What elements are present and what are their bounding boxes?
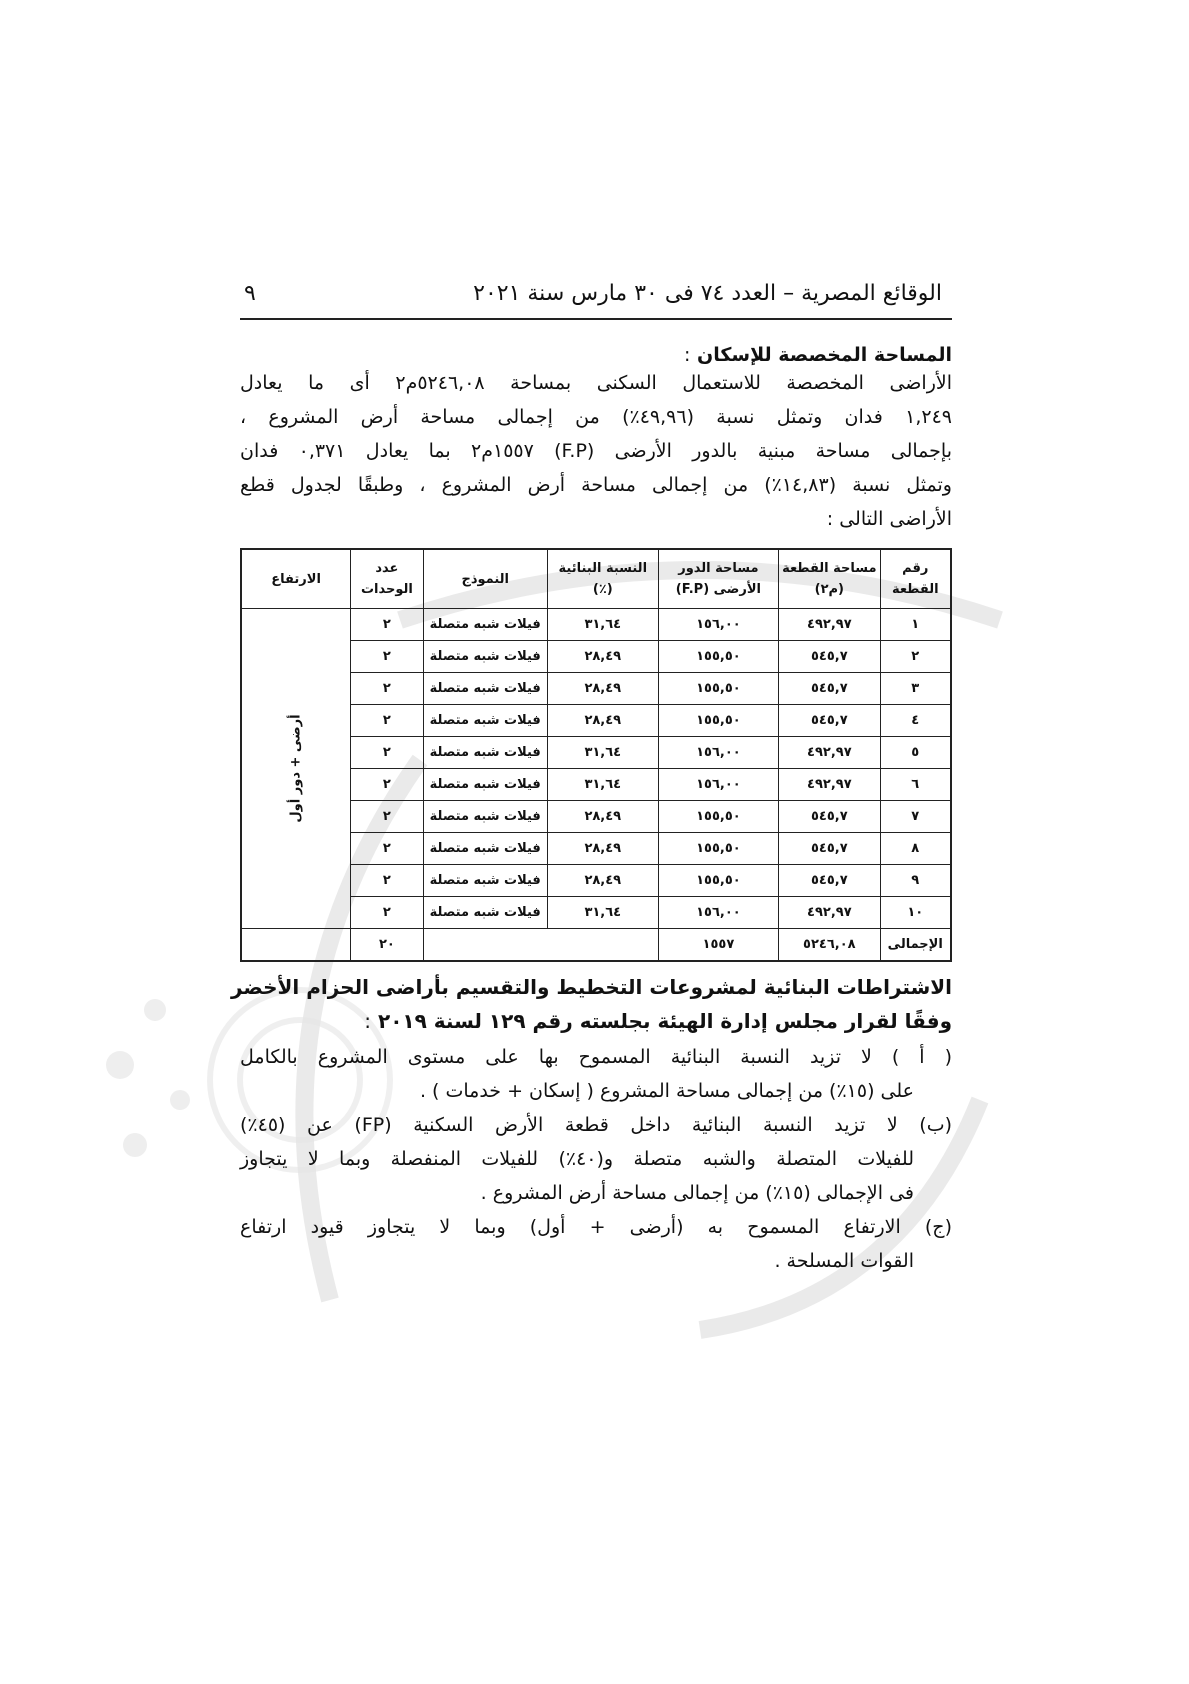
housing-paragraph	[240, 366, 952, 536]
fp-area-cell: ١٥٥,٥٠	[658, 673, 779, 705]
plot-area-cell: ٤٩٢,٩٧	[779, 769, 880, 801]
housing-heading	[240, 344, 952, 366]
model-cell: فيلات شبه متصلة	[423, 897, 547, 929]
condition-item-c	[240, 1210, 952, 1278]
document-page	[230, 268, 952, 1278]
condition-line: فى الإجمالى (١٥٪) من إجمالى مساحة أرض المشروع .	[480, 1182, 914, 1204]
model-cell: فيلات شبه متصلة	[423, 705, 547, 737]
plot-area-cell: ٥٤٥,٧	[779, 865, 880, 897]
plot-area-cell: ٥٤٥,٧	[779, 673, 880, 705]
building-ratio-cell: ٢٨,٤٩	[547, 865, 658, 897]
col-height: الارتفاع	[241, 549, 351, 609]
fp-area-cell: ١٥٥,٥٠	[658, 705, 779, 737]
condition-line: على (١٥٪) من إجمالى مساحة المشروع ( إسكان + خدمات ) .	[419, 1080, 914, 1102]
plot-no-cell: ٧	[880, 801, 951, 833]
plot-no-cell: ٦	[880, 769, 951, 801]
model-cell: فيلات شبه متصلة	[423, 769, 547, 801]
col-model: النموذج	[423, 549, 547, 609]
conditions-heading-colon: :	[364, 1009, 372, 1033]
fp-area-cell: ١٥٥,٥٠	[658, 865, 779, 897]
col-units: عدد الوحدات	[351, 549, 423, 609]
housing-heading-colon: :	[683, 344, 691, 366]
condition-item-a	[240, 1040, 952, 1108]
plot-no-cell: ٨	[880, 833, 951, 865]
plot-area-cell: ٤٩٢,٩٧	[779, 609, 880, 641]
units-cell: ٢	[351, 641, 423, 673]
fp-area-cell: ١٥٥,٥٠	[658, 801, 779, 833]
housing-line: وتمثل نسبة (١٤,٨٣٪) من إجمالى مساحة أرض المشروع ، وطبقًا لجدول قطع	[240, 474, 952, 496]
housing-line: الأراضى التالى :	[826, 508, 952, 530]
conditions-heading-line2	[240, 1004, 952, 1038]
page-number: ٩	[244, 280, 256, 306]
total-height-empty-cell	[241, 929, 351, 962]
model-cell: فيلات شبه متصلة	[423, 673, 547, 705]
condition-line: ( أ ) لا تزيد النسبة البنائية المسموح بها على مستوى المشروع بالكامل	[240, 1046, 952, 1068]
plot-no-cell: ١	[880, 609, 951, 641]
height-value: أرضى + دور أول	[288, 714, 304, 823]
building-ratio-cell: ٣١,٦٤	[547, 897, 658, 929]
fp-area-cell: ١٥٦,٠٠	[658, 769, 779, 801]
model-cell: فيلات شبه متصلة	[423, 641, 547, 673]
fp-area-cell: ١٥٦,٠٠	[658, 609, 779, 641]
conditions-list	[240, 1040, 952, 1278]
table-row	[241, 609, 951, 641]
units-cell: ٢	[351, 801, 423, 833]
plot-no-cell: ٢	[880, 641, 951, 673]
conditions-heading	[230, 970, 952, 1038]
plot-no-cell: ٤	[880, 705, 951, 737]
units-cell: ٢	[351, 737, 423, 769]
model-cell: فيلات شبه متصلة	[423, 833, 547, 865]
condition-line: القوات المسلحة .	[774, 1250, 914, 1272]
model-cell: فيلات شبه متصلة	[423, 801, 547, 833]
units-cell: ٢	[351, 769, 423, 801]
plots-table	[240, 548, 952, 962]
plot-area-cell: ٤٩٢,٩٧	[779, 737, 880, 769]
condition-item-b	[240, 1108, 952, 1210]
conditions-heading-line1: الاشتراطات البنائية لمشروعات التخطيط والتقسيم بأراضى الحزام الأخضر	[230, 975, 952, 999]
building-ratio-cell: ٣١,٦٤	[547, 737, 658, 769]
units-cell: ٢	[351, 705, 423, 737]
plot-area-cell: ٥٤٥,٧	[779, 705, 880, 737]
units-cell: ٢	[351, 673, 423, 705]
fp-area-cell: ١٥٥,٥٠	[658, 833, 779, 865]
table-header-row	[241, 549, 951, 609]
building-ratio-cell: ٢٨,٤٩	[547, 833, 658, 865]
condition-line: (ج) الارتفاع المسموح به (أرضى + أول) وبما لا يتجاوز قيود ارتفاع	[240, 1216, 952, 1238]
building-ratio-cell: ٣١,٦٤	[547, 609, 658, 641]
fp-area-cell: ١٥٥,٥٠	[658, 641, 779, 673]
units-cell: ٢	[351, 609, 423, 641]
condition-line: للفيلات المتصلة والشبه متصلة و(٤٠٪) للفيلات المنفصلة وبما لا يتجاوز	[240, 1148, 915, 1170]
col-plot-area: مساحة القطعة (م٢)	[779, 549, 880, 609]
housing-heading-text: المساحة المخصصة للإسكان	[697, 344, 952, 366]
plot-no-cell: ١٠	[880, 897, 951, 929]
plot-no-cell: ٣	[880, 673, 951, 705]
total-area-cell: ٥٢٤٦,٠٨	[779, 929, 880, 962]
plot-area-cell: ٥٤٥,٧	[779, 641, 880, 673]
col-plot-no: رقم القطعة	[880, 549, 951, 609]
plot-area-cell: ٥٤٥,٧	[779, 833, 880, 865]
total-label-cell: الإجمالى	[880, 929, 951, 962]
building-ratio-cell: ٢٨,٤٩	[547, 705, 658, 737]
conditions-section	[230, 970, 952, 1278]
units-cell: ٢	[351, 865, 423, 897]
model-cell: فيلات شبه متصلة	[423, 609, 547, 641]
building-ratio-cell: ٣١,٦٤	[547, 769, 658, 801]
condition-line: (ب) لا تزيد النسبة البنائية داخل قطعة الأرض السكنية (FP) عن (٤٥٪)	[240, 1114, 952, 1136]
journal-title: الوقائع المصرية – العدد ٧٤ فى ٣٠ مارس سنة ٢٠٢١	[473, 280, 942, 306]
page-header	[240, 268, 952, 320]
building-ratio-cell: ٢٨,٤٩	[547, 673, 658, 705]
height-cell	[241, 609, 351, 929]
model-cell: فيلات شبه متصلة	[423, 865, 547, 897]
total-units-cell: ٢٠	[351, 929, 423, 962]
fp-area-cell: ١٥٦,٠٠	[658, 897, 779, 929]
model-cell: فيلات شبه متصلة	[423, 737, 547, 769]
units-cell: ٢	[351, 833, 423, 865]
building-ratio-cell: ٢٨,٤٩	[547, 641, 658, 673]
fp-area-cell: ١٥٦,٠٠	[658, 737, 779, 769]
housing-line: بإجمالى مساحة مبنية بالدور الأرضى (F.P) ١٥٥٧م٢ بما يعادل ٠,٣٧١ فدان	[240, 440, 952, 462]
col-building-ratio: النسبة البنائية (٪)	[547, 549, 658, 609]
plot-no-cell: ٩	[880, 865, 951, 897]
plot-area-cell: ٤٩٢,٩٧	[779, 897, 880, 929]
col-fp-area: مساحة الدور الأرضى (F.P)	[658, 549, 779, 609]
plot-area-cell: ٥٤٥,٧	[779, 801, 880, 833]
housing-line: ١,٢٤٩ فدان وتمثل نسبة (٤٩,٩٦٪) من إجمالى مساحة أرض المشروع ،	[240, 406, 952, 428]
total-empty-cell	[423, 929, 658, 962]
housing-line: الأراضى المخصصة للاستعمال السكنى بمساحة ٥٢٤٦,٠٨م٢ أى ما يعادل	[240, 372, 952, 394]
plot-no-cell: ٥	[880, 737, 951, 769]
conditions-heading-line2-text: وفقًا لقرار مجلس إدارة الهيئة بجلسته رقم ١٢٩ لسنة ٢٠١٩	[377, 1009, 952, 1033]
table-total-row	[241, 929, 951, 962]
units-cell: ٢	[351, 897, 423, 929]
total-fp-cell: ١٥٥٧	[658, 929, 779, 962]
building-ratio-cell: ٢٨,٤٩	[547, 801, 658, 833]
